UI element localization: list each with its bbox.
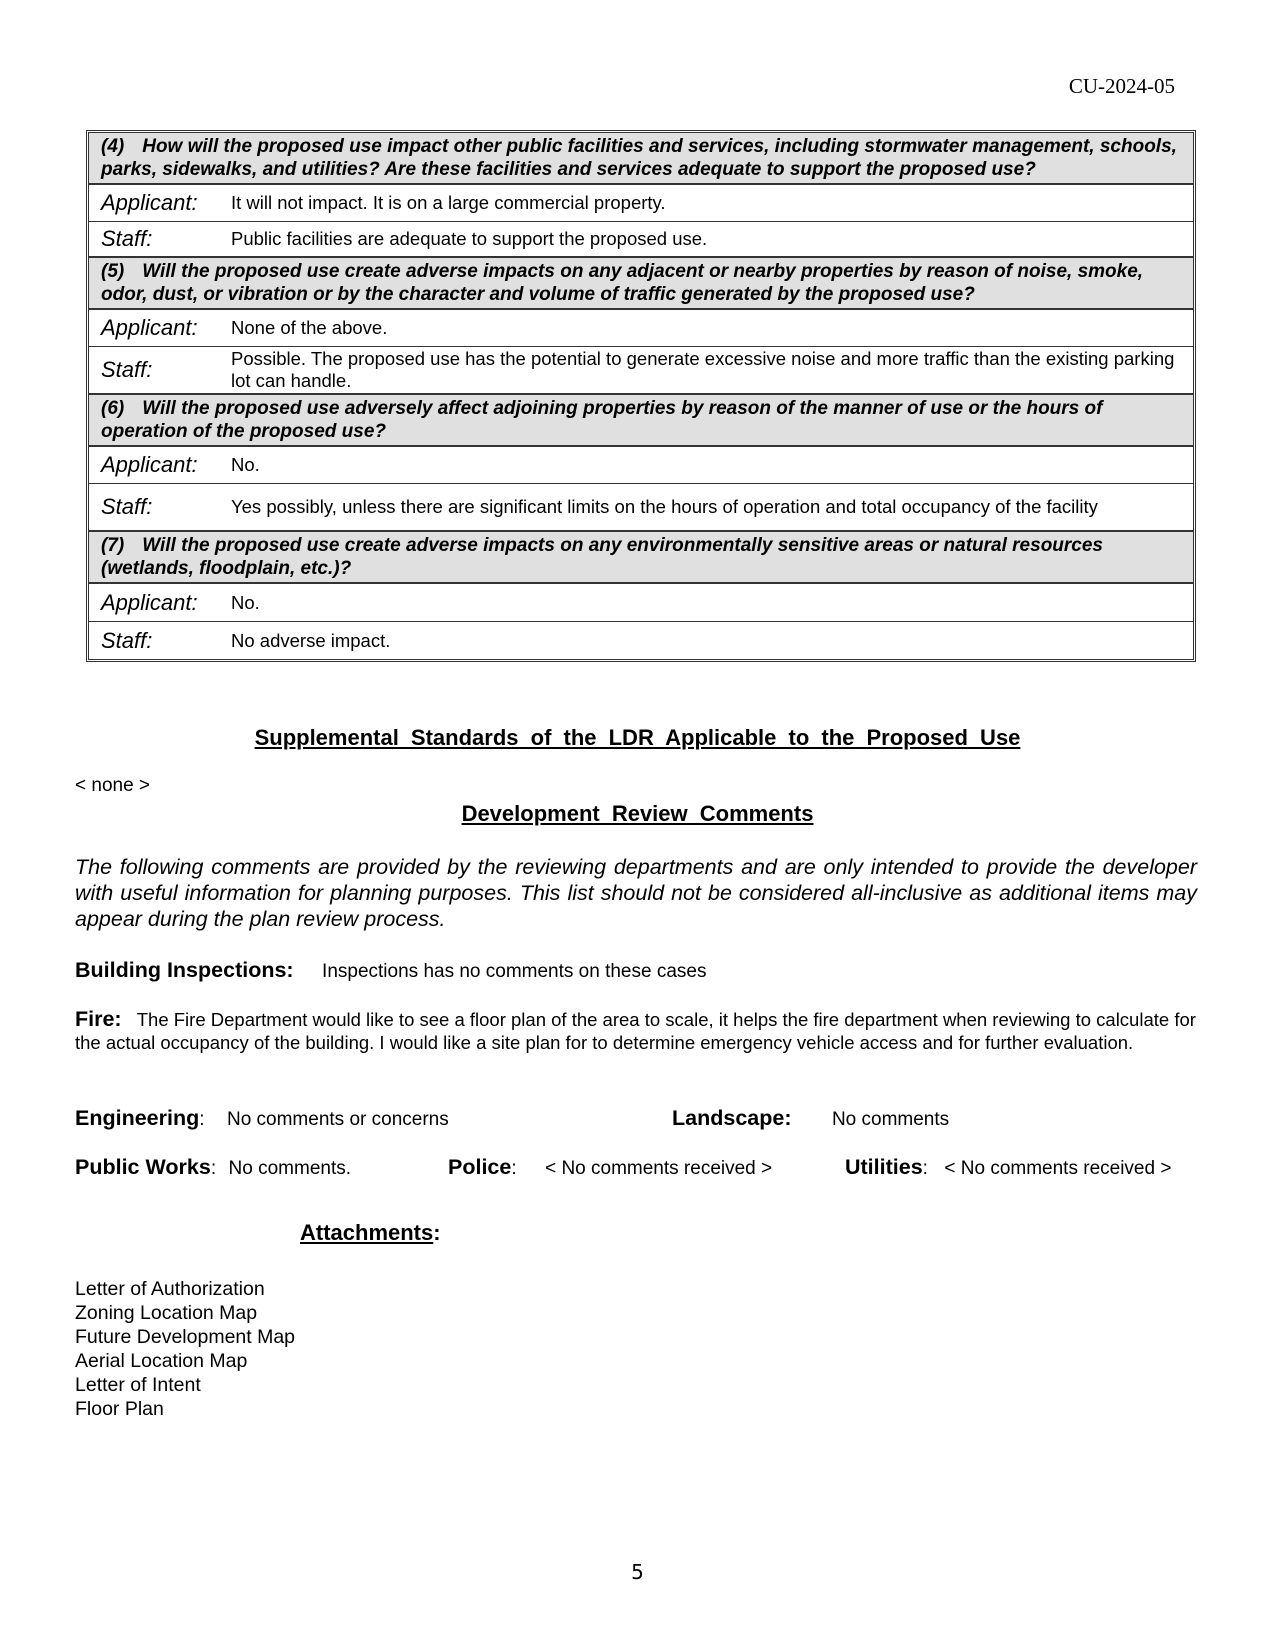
applicant-row-5 xyxy=(89,310,1193,347)
applicant-row-7 xyxy=(89,584,1193,622)
staff-response: No adverse impact. xyxy=(231,629,391,651)
staff-response: Possible. The proposed use has the potential to generate excessive noise and more traffic than the existing parking lot can handle. xyxy=(231,348,1175,391)
list-item: Floor Plan xyxy=(75,1398,164,1420)
attachments-list xyxy=(75,1277,295,1421)
question-4 xyxy=(89,133,1193,185)
list-item: Zoning Location Map xyxy=(75,1302,258,1324)
development-review-heading-text: Development Review Comments xyxy=(461,801,814,826)
development-review-heading xyxy=(0,801,1275,827)
fire-value: The Fire Department would like to see a floor plan of the area to scale, it helps the fire department when reviewing to calculate for the actual occupancy of the building. I would like a site plan for to determine emergency vehicle access and for further evaluation. xyxy=(75,1009,1196,1053)
development-review-intro: The following comments are provided by the reviewing departments and are only intended to provide the developer with useful information for planning purposes. This list should not be considered all-inclusive as additional items may appear during the plan review process. xyxy=(75,855,1197,931)
landscape-value: No comments xyxy=(831,1109,950,1130)
supplemental-standards-heading xyxy=(0,725,1275,751)
police-label: Police xyxy=(448,1155,512,1179)
building-inspections-comment xyxy=(75,958,706,983)
list-item: Letter of Authorization xyxy=(75,1278,265,1300)
engineering-comment: Engineering: No comments or concerns xyxy=(75,1106,449,1130)
fire-comment xyxy=(75,1008,1200,1054)
attachments-heading: Attachments: xyxy=(300,1220,441,1245)
staff-label: Staff: xyxy=(101,226,153,251)
supplemental-standards-value: < none > xyxy=(75,775,151,796)
utilities-value: < No comments received > xyxy=(944,1158,1172,1179)
building-inspections-label: Building Inspections: xyxy=(75,958,294,982)
police-value: < No comments received > xyxy=(545,1158,773,1179)
staff-row-6 xyxy=(89,484,1193,532)
engineering-label: Engineering xyxy=(75,1106,200,1130)
list-item: Letter of Intent xyxy=(75,1374,201,1396)
fire-label: Fire: xyxy=(75,1007,122,1031)
question-5 xyxy=(89,258,1193,310)
applicant-row-4 xyxy=(89,185,1193,222)
page-number: 5 xyxy=(631,1560,644,1584)
engineering-value: No comments or concerns xyxy=(226,1109,449,1130)
staff-response: Yes possibly, unless there are significant limits on the hours of operation and total occupancy of the facility xyxy=(231,496,1098,517)
question-text: Will the proposed use create adverse impacts on any environmentally sensitive areas or natural resources (wetlands, floodplain, etc.)? xyxy=(101,535,1103,579)
applicant-response: No. xyxy=(231,454,260,475)
staff-row-4 xyxy=(89,222,1193,258)
building-inspections-value: Inspections has no comments on these cases xyxy=(322,961,707,982)
police-comment: Police: < No comments received > xyxy=(448,1155,773,1179)
applicant-label: Applicant: xyxy=(101,190,198,215)
staff-row-5 xyxy=(89,347,1193,395)
list-item: Aerial Location Map xyxy=(75,1350,248,1372)
question-6 xyxy=(89,395,1193,447)
question-text: Will the proposed use create adverse impacts on any adjacent or nearby properties by reason of noise, smoke, odor, dust, or vibration or by the character and volume of traffic generated by the proposed use? xyxy=(101,261,1144,305)
applicant-label: Applicant: xyxy=(101,589,198,615)
applicant-response: None of the above. xyxy=(231,317,388,338)
utilities-label: Utilities xyxy=(845,1155,923,1179)
applicant-response: It will not impact. It is on a large commercial property. xyxy=(231,192,666,213)
applicant-label: Applicant: xyxy=(101,452,198,477)
review-criteria-table xyxy=(86,130,1196,662)
public-works-comment: Public Works: No comments. xyxy=(75,1155,352,1179)
staff-label: Staff: xyxy=(101,627,153,653)
question-number: (5) xyxy=(101,261,125,282)
public-works-value: No comments. xyxy=(228,1158,352,1179)
staff-label: Staff: xyxy=(101,494,153,519)
applicant-row-6 xyxy=(89,447,1193,484)
supplemental-heading-text: Supplemental Standards of the LDR Applicable to the Proposed Use xyxy=(254,725,1021,750)
staff-label: Staff: xyxy=(101,357,153,382)
staff-response: Public facilities are adequate to support the proposed use. xyxy=(231,228,708,249)
public-works-label: Public Works xyxy=(75,1155,211,1179)
question-number: (4) xyxy=(101,136,125,157)
case-number: CU-2024-05 xyxy=(1068,74,1175,98)
staff-row-7 xyxy=(89,622,1193,659)
question-number: (7) xyxy=(101,535,125,556)
question-text: How will the proposed use impact other public facilities and services, including stormwater management, schools, parks, sidewalks, and utilities? Are these facilities and services adequate to support the proposed use? xyxy=(101,136,1177,180)
landscape-comment xyxy=(672,1106,949,1131)
question-7 xyxy=(89,532,1193,584)
attachments-heading-text: Attachments xyxy=(300,1220,434,1245)
applicant-label: Applicant: xyxy=(101,315,198,340)
question-text: Will the proposed use adversely affect adjoining properties by reason of the manner of use or the hours of operation of the proposed use? xyxy=(101,398,1103,442)
list-item: Future Development Map xyxy=(75,1326,296,1348)
question-number: (6) xyxy=(101,398,125,419)
utilities-comment: Utilities: < No comments received > xyxy=(845,1155,1172,1179)
landscape-label: Landscape: xyxy=(672,1106,792,1130)
applicant-response: No. xyxy=(231,591,260,613)
